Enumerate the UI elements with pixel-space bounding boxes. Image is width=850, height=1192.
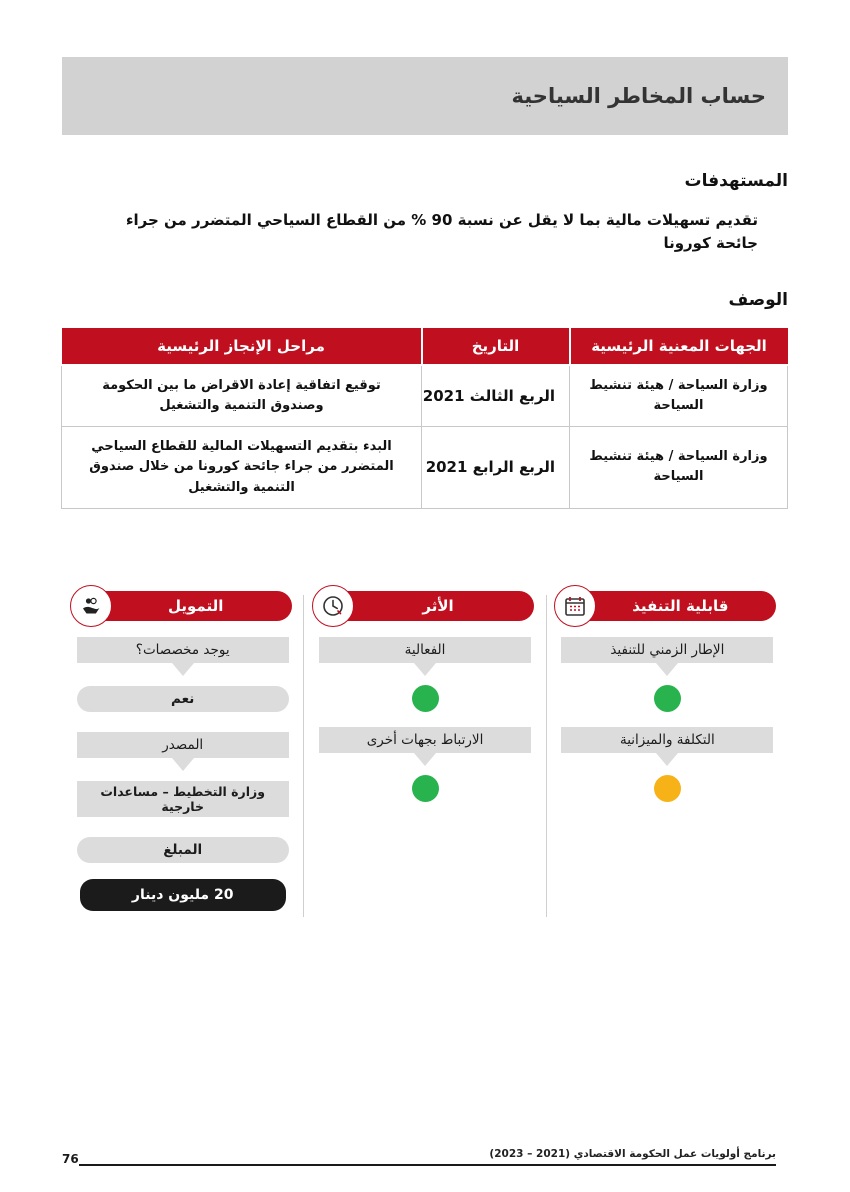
funding-amount-value: 20 مليون دينار (80, 879, 286, 911)
arrow-tail (656, 663, 678, 676)
date-cell: الربع الرابع 2021 (422, 427, 570, 508)
column-header-date: التاريخ (422, 327, 570, 365)
entity-cell: وزارة السياحة / هيئة تنشيط السياحة (570, 427, 788, 508)
milestone-cell: البدء بتقديم التسهيلات المالية للقطاع السياحي المتضرر من جراء جائحة كورونا من خلال صندوق التنمية والتشغيل (62, 427, 422, 508)
clock-icon (312, 585, 354, 627)
arrow-tail (172, 758, 194, 771)
impact-item-effectiveness: الفعالية (319, 637, 531, 663)
page-number: 76 (62, 1152, 79, 1166)
feasibility-item-cost: التكلفة والميزانية (561, 727, 773, 753)
status-dot-yellow (654, 775, 681, 802)
panel-funding (62, 591, 303, 917)
arrow-tail (656, 753, 678, 766)
arrow-tail (172, 663, 194, 676)
funding-allocation-answer: نعم (77, 686, 289, 712)
funding-source-label: المصدر (77, 732, 289, 758)
panel-impact-header (316, 591, 534, 621)
description-table (61, 326, 788, 509)
panel-divider (303, 595, 304, 917)
arrow-tail (414, 753, 436, 766)
panel-impact (304, 591, 545, 917)
funding-allocation-question: يوجد مخصصات؟ (77, 637, 289, 663)
panel-feasibility (547, 591, 788, 917)
page-title: حساب المخاطر السياحية (511, 84, 766, 108)
table-row (62, 365, 788, 427)
date-cell: الربع الثالث 2021 (422, 365, 570, 427)
entity-cell: وزارة السياحة / هيئة تنشيط السياحة (570, 365, 788, 427)
table-header-row (62, 327, 788, 365)
panel-feasibility-title: قابلية التنفيذ (632, 596, 729, 615)
page-footer (62, 1142, 788, 1166)
feasibility-item-timeline: الإطار الزمني للتنفيذ (561, 637, 773, 663)
panel-impact-title: الأثر (422, 596, 454, 615)
panel-feasibility-header (558, 591, 776, 621)
column-header-entities: الجهات المعنية الرئيسية (570, 327, 788, 365)
status-panels (62, 591, 788, 917)
status-dot-green (412, 685, 439, 712)
status-dot-green (412, 775, 439, 802)
arrow-tail (414, 663, 436, 676)
impact-item-linkage: الارتباط بجهات أخرى (319, 727, 531, 753)
program-title: برنامج أولويات عمل الحكومة الاقتصادي (2021 – 2023) (489, 1148, 776, 1160)
column-header-milestones: مراحل الإنجاز الرئيسية (62, 327, 422, 365)
targets-heading: المستهدفات (684, 171, 788, 191)
panel-funding-header (74, 591, 292, 621)
status-dot-green (654, 685, 681, 712)
funding-amount-label: المبلغ (77, 837, 289, 863)
table-row (62, 427, 788, 508)
footer-rule (79, 1142, 776, 1166)
milestone-cell: توقيع اتفاقية إعادة الاقراض ما بين الحكومة وصندوق التنمية والتشغيل (62, 365, 422, 427)
calendar-icon (554, 585, 596, 627)
targets-body: تقديم تسهيلات مالية بما لا يقل عن نسبة 90 % من القطاع السياحي المتضرر من جراء جائحة كورونا (125, 211, 758, 252)
hand-money-icon (70, 585, 112, 627)
page-title-bar (62, 57, 788, 135)
panel-funding-title: التمويل (168, 596, 224, 615)
panel-divider (546, 595, 547, 917)
description-heading: الوصف (728, 290, 788, 310)
funding-source-value: وزارة التخطيط – مساعدات خارجية (77, 781, 289, 817)
